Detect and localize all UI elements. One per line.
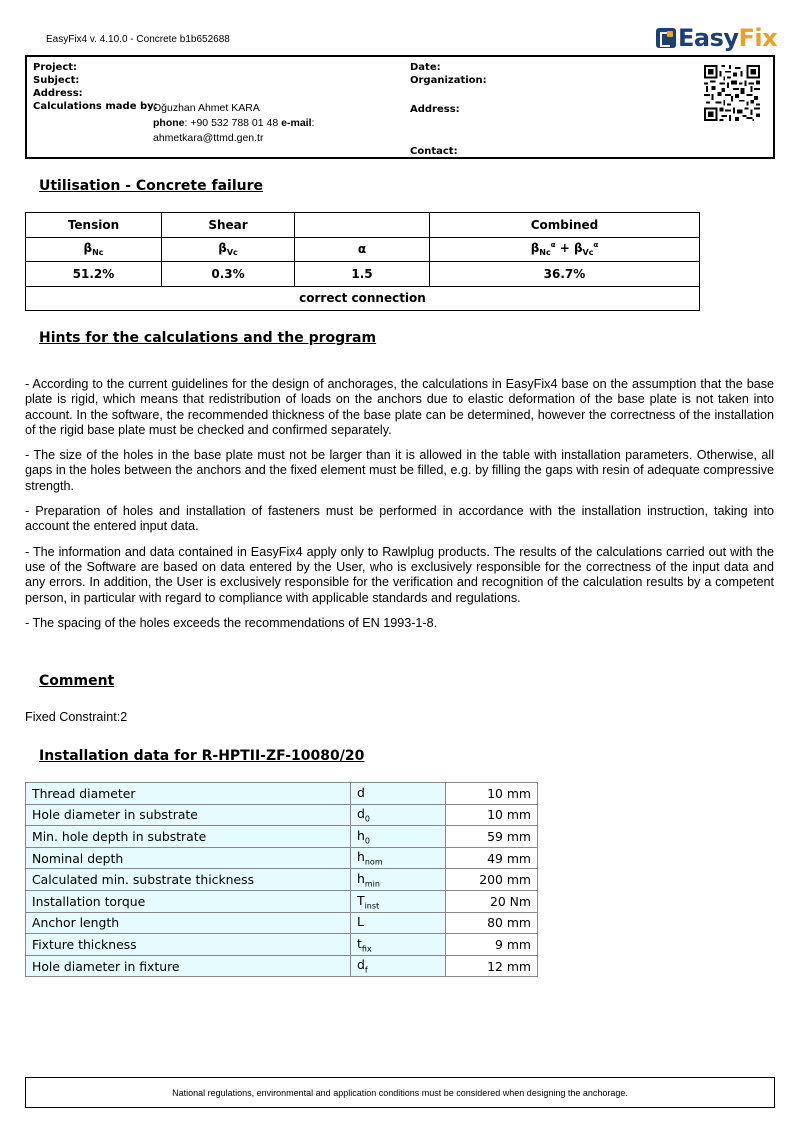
organization-label: Organization: — [410, 75, 487, 86]
combined-formula: $\beta_{Nc}^\alpha + \beta_{Vc}^\alpha$ — [430, 237, 700, 262]
tension-header: Tension — [26, 213, 162, 238]
hints-text — [25, 377, 774, 641]
table-row — [26, 804, 538, 826]
table-row — [26, 955, 538, 977]
hint-paragraph: - The information and data contained in EasyFix4 apply only to Rawlplug products. The results of the calculations carried out with the use of the Software are based on data entered by the User, who is exclusively responsible for the correctness of the input data and any errors. In addition, the User is exclusively responsible for the verification and recognition of the calculation results by a competent person, in particular with regard to compliance with applicable standards and regulations. — [25, 544, 774, 605]
organization-address-label: Address: — [410, 104, 460, 115]
subject-label: Subject: — [33, 75, 80, 86]
author-contact: phone: +90 532 788 01 48 e-mail: — [153, 117, 315, 129]
param-label: Thread diameter — [26, 783, 351, 805]
project-label: Project: — [33, 62, 78, 73]
comment-text: Fixed Constraint:2 — [25, 710, 128, 724]
address-label: Address: — [33, 88, 83, 99]
param-label: Anchor length — [26, 912, 351, 934]
utilisation-table — [25, 212, 700, 311]
footer-notice: National regulations, environmental and application conditions must be considered when designing the anchorage. — [25, 1077, 775, 1108]
param-symbol: $d_0$ — [351, 804, 446, 826]
param-symbol: $d_f$ — [351, 955, 446, 977]
param-label: Nominal depth — [26, 847, 351, 869]
shear-symbol: $\beta_{Vc}$ — [162, 237, 295, 262]
author-email: ahmetkara@ttmd.gen.tr — [153, 132, 264, 144]
param-value: 20 Nm — [446, 890, 538, 912]
param-value: 200 mm — [446, 869, 538, 891]
param-symbol: $h_{nom}$ — [351, 847, 446, 869]
hint-paragraph: - The size of the holes in the base plate must not be larger than it is allowed in the table with installation parameters. Otherwise, all gaps in the holes between the anchors and the fixed element must be filled, e.g. by filling the gaps with resin of adequate compressive strength. — [25, 448, 774, 493]
blank-header — [295, 213, 430, 238]
date-label: Date: — [410, 62, 441, 73]
hints-title: Hints for the calculations and the program — [39, 330, 377, 346]
param-value: 9 mm — [446, 934, 538, 956]
app-version-line: EasyFix4 v. 4.10.0 - Concrete b1b652688 — [46, 34, 230, 45]
calculations-author — [153, 101, 314, 146]
param-value: 10 mm — [446, 783, 538, 805]
param-label: Calculated min. substrate thickness — [26, 869, 351, 891]
logo-easy-text: Easy — [678, 24, 739, 52]
easyfix-logo-icon — [656, 28, 676, 48]
param-value: 12 mm — [446, 955, 538, 977]
table-row — [26, 826, 538, 848]
param-value: 10 mm — [446, 804, 538, 826]
param-value: 59 mm — [446, 826, 538, 848]
connection-status: correct connection — [26, 286, 700, 311]
shear-value: 0.3% — [162, 262, 295, 287]
combined-value: 36.7% — [430, 262, 700, 287]
hint-paragraph: - According to the current guidelines for the design of anchorages, the calculations in EasyFix4 base on the assumption that the base plate is rigid, which means that redistribution of loads on the anchors due to elastic deformation of the base plate is not taken into account. In the software, the recommended thickness of the base plate can be determined, however the correctness of the installation of the rigid base plate must be checked and confirmed separately. — [25, 377, 774, 437]
comment-title: Comment — [39, 673, 115, 689]
param-value: 80 mm — [446, 912, 538, 934]
alpha-value: 1.5 — [295, 262, 430, 287]
param-label: Hole diameter in fixture — [26, 955, 351, 977]
param-label: Hole diameter in substrate — [26, 804, 351, 826]
tension-value: 51.2% — [26, 262, 162, 287]
combined-header: Combined — [430, 213, 700, 238]
param-symbol: $h_{min}$ — [351, 869, 446, 891]
param-label: Fixture thickness — [26, 934, 351, 956]
project-header-box — [25, 55, 775, 159]
installation-title: Installation data for R-HPTII-ZF-10080/20 — [39, 748, 365, 764]
table-row — [26, 890, 538, 912]
qr-code-icon — [704, 65, 760, 121]
param-label: Installation torque — [26, 890, 351, 912]
author-name: Oğuzhan Ahmet KARA — [153, 102, 260, 114]
calculations-made-by-label: Calculations made by: — [33, 101, 158, 112]
utilisation-title: Utilisation - Concrete failure — [39, 178, 263, 194]
param-symbol: d — [351, 783, 446, 805]
hint-paragraph: - The spacing of the holes exceeds the recommendations of EN 1993-1-8. — [25, 615, 438, 630]
param-symbol: $t_{fix}$ — [351, 934, 446, 956]
contact-label: Contact: — [410, 146, 458, 157]
alpha-symbol: α — [295, 237, 430, 262]
table-row — [26, 847, 538, 869]
param-value: 49 mm — [446, 847, 538, 869]
tension-symbol: $\beta_{Nc}$ — [26, 237, 162, 262]
table-row — [26, 934, 538, 956]
shear-header: Shear — [162, 213, 295, 238]
table-row — [26, 869, 538, 891]
param-label: Min. hole depth in substrate — [26, 826, 351, 848]
param-symbol: $T_{inst}$ — [351, 890, 446, 912]
table-row — [26, 912, 538, 934]
easyfix-logo — [656, 24, 777, 52]
installation-table — [25, 782, 538, 977]
hint-paragraph: - Preparation of holes and installation of fasteners must be performed in accordance with the installation instruction, taking into account the entered input data. — [25, 504, 774, 534]
logo-fix-text: Fix — [738, 24, 778, 52]
param-symbol: L — [351, 912, 446, 934]
table-row — [26, 783, 538, 805]
param-symbol: $h_0$ — [351, 826, 446, 848]
